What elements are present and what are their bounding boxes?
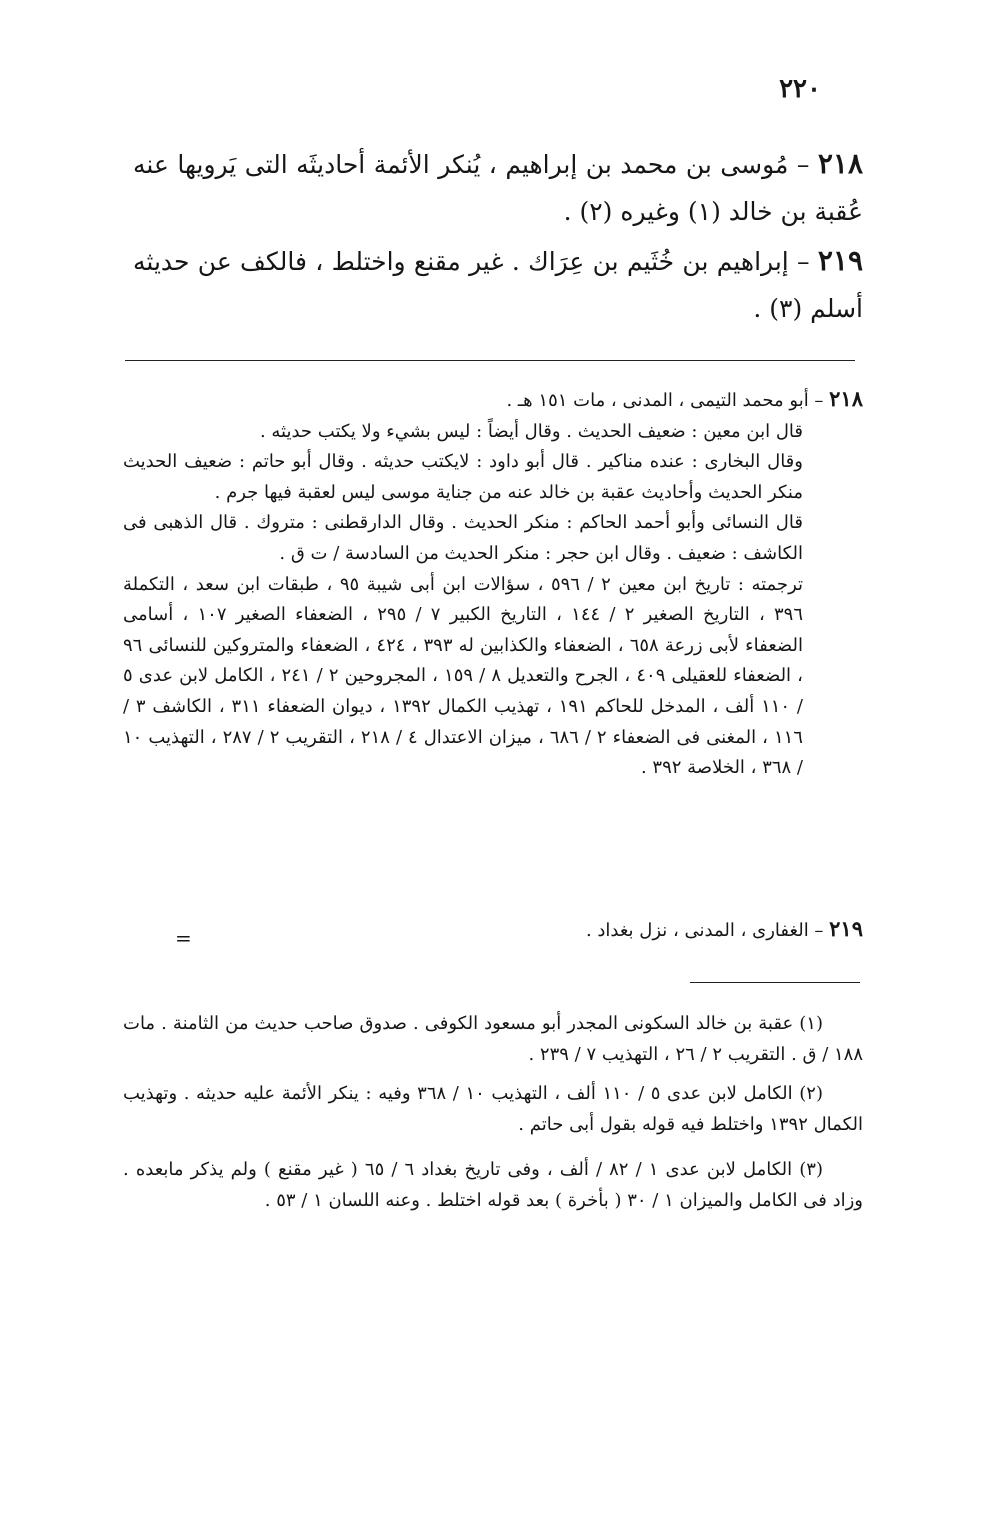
entry-dash: – xyxy=(788,150,818,179)
footnote-text: (٣) الكامل لابن عدى ١ / ٨٢ / ألف ، وفى تاريخ بغداد ٦ / ٦٥ ( غير مقنع ) ولم يذكر مابعده . وزاد فى الكامل والميزان ١ / ٣٠ ( بأخرة ) بعد قوله اختلط . وعنه اللسان ١ / ٥٣ . xyxy=(123,1159,863,1211)
note-line: المدخل للحاكم ١٩١ ، تهذيب الكمال ١٣٩٢ ، ديوان الضعفاء ٣١١ ، الكاشف xyxy=(152,695,706,717)
footnote-2 xyxy=(123,1078,863,1140)
note-line: قال النسائى وأبو أحمد الحاكم : منكر الحديث . وقال الدارقطنى : متروك . قال الذهبى xyxy=(153,512,803,534)
note-line: ٣٩٣ ، ٤٢٤ ، الضعفاء والمتروكين للنسائى ٩٦ ، الضعفاء للعقيلى ٤٠٩ ، الجرح xyxy=(123,634,803,687)
main-entry-218 xyxy=(133,140,863,235)
continuation-mark: = xyxy=(175,926,192,950)
note-line: لعقبة فيها جرم . xyxy=(214,481,336,503)
footnote-text: (٢) الكامل لابن عدى ٥ / ١١٠ ألف ، التهذيب ١٠ / ٣٦٨ وفيه : ينكر الأئمة عليه حديثه . وتهذيب الكمال ١٣٩٢ واختلط فيه قوله بقول أبى حاتم . xyxy=(123,1083,863,1135)
section-divider xyxy=(125,360,855,361)
footnote-1 xyxy=(123,1008,863,1070)
note-dash: – xyxy=(808,390,830,411)
note-219 xyxy=(123,914,863,947)
note-line: ترجمته : تاريخ ابن معين ٢ / ٥٩٦ ، سؤالات ابن أبى شيبة ٩٥ ، طبقات ابن xyxy=(236,573,804,595)
note-line: قال ابن معين : ضعيف الحديث . وقال أيضاً : ليس بشيء ولا يكتب حديثه . xyxy=(259,420,803,442)
note-body xyxy=(123,417,863,784)
note-dash: – xyxy=(808,920,830,941)
note-first-line: أبو محمد التيمى ، المدنى ، مات ١٥١ هـ . xyxy=(506,390,809,411)
note-line: فى الكاشف : ضعيف . وقال ابن حجر : منكر الحديث من السادسة / ت ق . xyxy=(123,512,803,564)
main-entry-219 xyxy=(133,237,863,332)
entry-number: ٢١٩ xyxy=(817,244,863,277)
note-header xyxy=(123,384,863,417)
note-number: ٢١٨ xyxy=(829,386,863,411)
note-line: سعد ، التكملة ٣٩٦ ، التاريخ الصغير ٢ / ١٤٤ ، التاريخ الكبير ٧ / ٢٩٥ ، xyxy=(123,573,803,626)
entry-text: مُوسى بن محمد بن إبراهيم ، يُنكر الأئمة أحاديثَه التى يَرويها عنه عُقبة بن خالد (١) وغيره (٢) . xyxy=(133,150,863,226)
note-line: وقال البخارى : عنده مناكير . قال أبو داود : لايكتب حديثه . وقال أبو حاتم : xyxy=(238,451,803,473)
note-line: ٢ / ٢٨٧ ، التهذيب ١٠ / ٣٦٨ ، الخلاصة ٣٩٢ . xyxy=(123,726,803,779)
entry-dash: – xyxy=(788,247,818,276)
note-line: والتعديل ٨ / ١٥٩ ، المجروحين ٢ / ٢٤١ ، الكامل لابن عدى ٥ / ١١٠ ألف ، xyxy=(123,665,803,717)
footnote-text: (١) عقبة بن خالد السكونى المجدر أبو مسعود الكوفى . صدوق صاحب حديث من الثامنة . مات ١٨٨ / ق . التقريب ٢ / ٢٦ ، التهذيب ٧ / ٢٣٩ . xyxy=(123,1013,863,1065)
note-number: ٢١٩ xyxy=(829,916,863,941)
note-line: ضعيف الحديث منكر الحديث وأحاديث عقبة بن خالد عنه من جناية موسى ليس xyxy=(123,451,803,503)
page-number: ٢٢٠ xyxy=(779,74,821,104)
entry-number: ٢١٨ xyxy=(817,147,863,180)
footnote-3 xyxy=(123,1154,863,1216)
entry-text: إبراهيم بن خُثَيم بن عِرَاك . غير مقنع واختلط ، فالكف عن حديثه أسلم (٣) . xyxy=(133,247,863,323)
note-first-line: الغفارى ، المدنى ، نزل بغداد . xyxy=(585,920,809,941)
note-line: ٣ / ١١٦ ، المغنى فى الضعفاء ٢ / ٦٨٦ ، ميزان الاعتدال ٤ / ٢١٨ ، التقريب xyxy=(123,695,803,748)
footnote-divider xyxy=(690,982,860,983)
note-218 xyxy=(123,384,863,784)
note-line: الضعفاء الصغير ١٠٧ ، أسامى الضعفاء لأبى زرعة ٦٥٨ ، الضعفاء والكذابين له xyxy=(123,604,803,656)
